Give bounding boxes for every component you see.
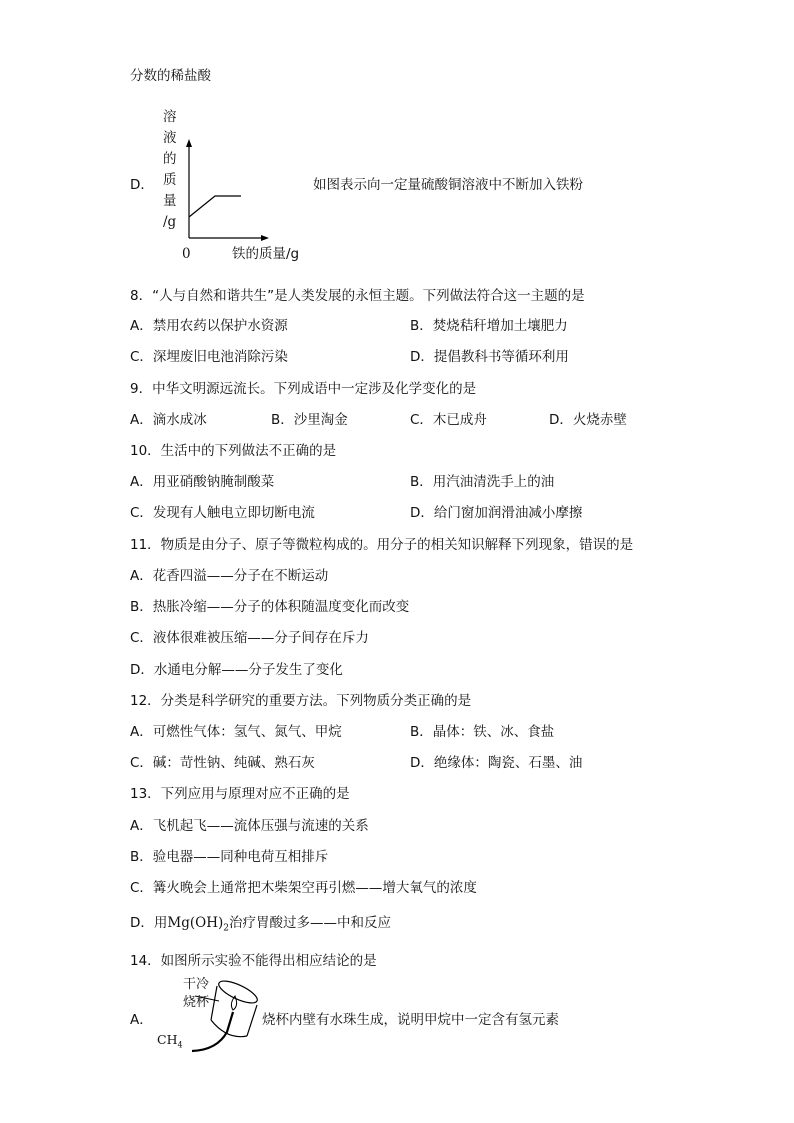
option-d-caption: 如图表示向一定量硫酸铜溶液中不断加入铁粉 <box>313 177 583 193</box>
q13-option-a: A．飞机起飞——流体压强与流速的关系 <box>130 818 369 834</box>
ylabel-char: 质 <box>163 172 177 188</box>
q13-option-b: B．验电器——同种电荷互相排斥 <box>130 849 329 865</box>
q8-option-a: A．禁用农药以保护水资源 <box>130 318 288 334</box>
q9-option-b: B．沙里淘金 <box>271 412 348 428</box>
q8-option-b: B．焚烧秸秆增加土壤肥力 <box>410 318 568 334</box>
q10-option-d: D．给门窗加润滑油减小摩擦 <box>410 505 583 521</box>
q13-option-d-prefix: D．用 <box>130 915 168 931</box>
q8-option-c: C．深埋废旧电池消除污染 <box>130 349 288 365</box>
q10-option-a: A．用亚硝酸钠腌制酸菜 <box>130 474 275 490</box>
q10-option-c: C．发现有人触电立即切断电流 <box>130 505 315 521</box>
methane-label <box>157 1031 183 1055</box>
q13-option-d-suffix: 治疗胃酸过多——中和反应 <box>228 915 391 931</box>
gas-tube <box>192 1012 233 1051</box>
q13-option-d <box>130 914 391 938</box>
beaker-label: 烧杯 <box>183 995 210 1010</box>
flame-icon <box>231 996 236 1010</box>
q14-option-a-label: A． <box>130 1012 153 1028</box>
q13-option-c: C．篝火晚会上通常把木柴架空再引燃——增大氧气的浓度 <box>130 880 477 896</box>
q9-stem: 9．中华文明源远流长。下列成语中一定涉及化学变化的是 <box>130 381 477 397</box>
ylabel-char: 溶 <box>163 109 177 125</box>
q12-stem: 12．分类是科学研究的重要方法。下列物质分类正确的是 <box>130 693 472 709</box>
graph-origin-label: 0 <box>182 246 191 262</box>
q11-option-c: C．液体很难被压缩——分子间存在斥力 <box>130 630 369 646</box>
q10-option-b: B．用汽油清洗手上的油 <box>410 474 555 490</box>
q10-stem: 10．生活中的下列做法不正确的是 <box>130 443 337 459</box>
x-axis-arrow <box>261 235 269 241</box>
q11-option-b: B．热胀冷缩——分子的体积随温度变化而改变 <box>130 599 410 615</box>
q8-option-d: D．提倡教科书等循环利用 <box>410 349 569 365</box>
ylabel-char: /g <box>163 214 177 230</box>
formula-subscript: 2 <box>223 923 229 934</box>
chemical-formula: Mg(OH) <box>167 915 224 931</box>
continued-option-text: 分数的稀盐酸 <box>130 68 211 84</box>
methane-formula: CH <box>157 1032 178 1047</box>
ylabel-char: 液 <box>163 130 177 146</box>
q11-option-a: A．花香四溢——分子在不断运动 <box>130 568 329 584</box>
y-axis-arrow <box>186 139 192 147</box>
ylabel-char: 量 <box>163 193 177 209</box>
q14-option-a-text: 烧杯内壁有水珠生成，说明甲烷中一定含有氢元素 <box>262 1012 559 1028</box>
series-line <box>189 196 241 217</box>
q9-option-d: D．火烧赤壁 <box>549 412 627 428</box>
q8-stem: 8．“人与自然和谐共生”是人类发展的永恒主题。下列做法符合这一主题的是 <box>130 288 585 304</box>
q11-stem: 11．物质是由分子、原子等微粒构成的。用分子的相关知识解释下列现象，错误的是 <box>130 537 634 553</box>
methane-subscript: 4 <box>177 1040 183 1050</box>
q14-stem: 14．如图所示实验不能得出相应结论的是 <box>130 953 377 969</box>
q13-stem: 13．下列应用与原理对应不正确的是 <box>130 786 350 802</box>
q9-option-c: C．木已成舟 <box>410 412 487 428</box>
q12-option-d: D．绝缘体：陶瓷、石墨、油 <box>410 755 583 771</box>
q11-option-d: D．水通电分解——分子发生了变化 <box>130 662 343 678</box>
q12-option-a: A．可燃性气体：氢气、氮气、甲烷 <box>130 724 342 740</box>
q12-option-c: C．碱：苛性钠、纯碱、熟石灰 <box>130 755 315 771</box>
solution-mass-graph <box>180 135 270 245</box>
q12-option-b: B．晶体：铁、冰、食盐 <box>410 724 555 740</box>
beaker-label: 干冷 <box>183 977 210 992</box>
y-axis <box>186 139 192 238</box>
ylabel-char: 的 <box>163 151 177 167</box>
x-axis <box>189 235 269 241</box>
graph-x-axis-label: 铁的质量/g <box>232 246 300 262</box>
q9-option-a: A．滴水成冰 <box>130 412 207 428</box>
option-d-label: D． <box>130 177 154 193</box>
